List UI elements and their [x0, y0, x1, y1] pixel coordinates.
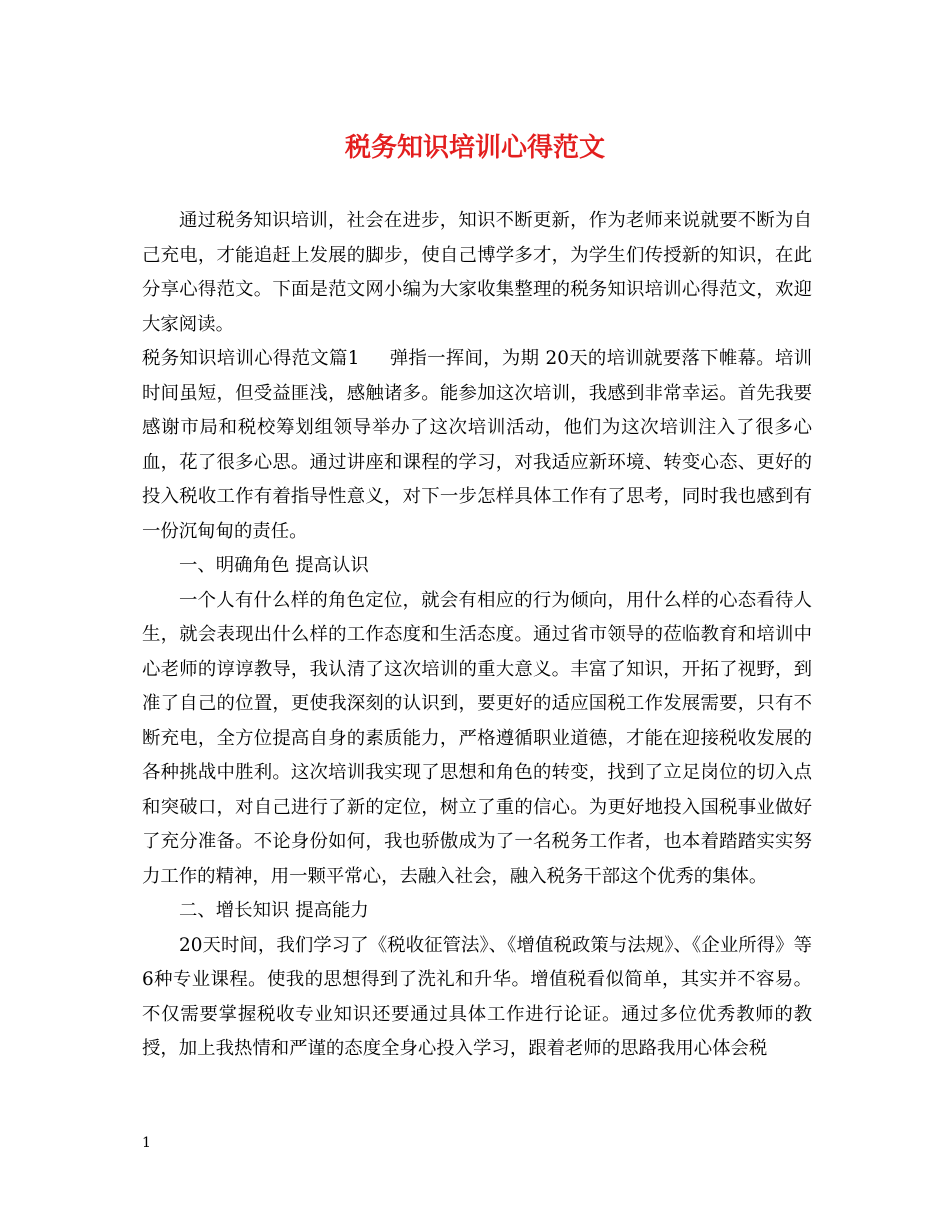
section-1-paragraph — [142, 342, 812, 549]
paragraph-1: 一个人有什么样的角色定位，就会有相应的行为倾向，用什么样的心态看待人生，就会表现出什么样的工作态度和生活态度。通过省市领导的莅临教育和培训中心老师的谆谆教导，我认清了这次培训的重大意义。丰富了知识，开拓了视野，到准了自己的位置，更使我深刻的认识到，要更好的适应国税工作发展需要，只有不断充电，全方位提高自身的素质能力，严格遵循职业道德，才能在迎接税收发展的各种挑战中胜利。这次培训我实现了思想和角色的转变，找到了立足岗位的切入点和突破口，对自己进行了新的定位，树立了重的信心。为更好地投入国税事业做好了充分准备。不论身份如何，我也骄傲成为了一名税务工作者，也本着踏踏实实努力工作的精神，用一颗平常心，去融入社会，融入税务干部这个优秀的集体。 — [142, 589, 812, 887]
heading-1: 一、明确角色 提高认识 — [179, 555, 369, 576]
document-title: 税务知识培训心得范文 — [344, 133, 605, 163]
intro-paragraph: 通过税务知识培训，社会在进步，知识不断更新，作为老师来说就要不断为自己充电，才能追赶上发展的脚步，使自己博学多才，为学生们传授新的知识，在此分享心得范文。下面是范文网小编为大家收集整理的税务知识培训心得范文，欢迎大家阅读。 — [142, 210, 812, 335]
section-1-label: 税务知识培训心得范文篇1 — [142, 348, 360, 369]
heading-2: 二、增长知识 提高能力 — [179, 900, 369, 921]
page-number: 1 — [142, 1135, 151, 1151]
document-body — [142, 204, 812, 1067]
section-1-text: 弹指一挥间，为期 20天的培训就要落下帷幕。培训时间虽短，但受益匪浅，感触诸多。能参加这次培训，我感到非常幸运。首先我要感谢市局和税校筹划组领导举办了这次培训活动，他们为这次培训注入了很多心血，花了很多心思。通过讲座和课程的学习，对我适应新环境、转变心态、更好的投入税收工作有着指导性意义，对下一步怎样具体工作有了思考，同时我也感到有一份沉甸甸的责任。 — [142, 348, 813, 542]
paragraph-2: 20天时间，我们学习了《税收征管法》、《增值税政策与法规》、《企业所得》等6种专业课程。使我的思想得到了洗礼和升华。增值税看似简单，其实并不容易。不仅需要掌握税收专业知识还要通过具体工作进行论证。通过多位优秀教师的教授，加上我热情和严谨的态度全身心投入学习，跟着老师的思路我用心体会税 — [142, 934, 812, 1059]
